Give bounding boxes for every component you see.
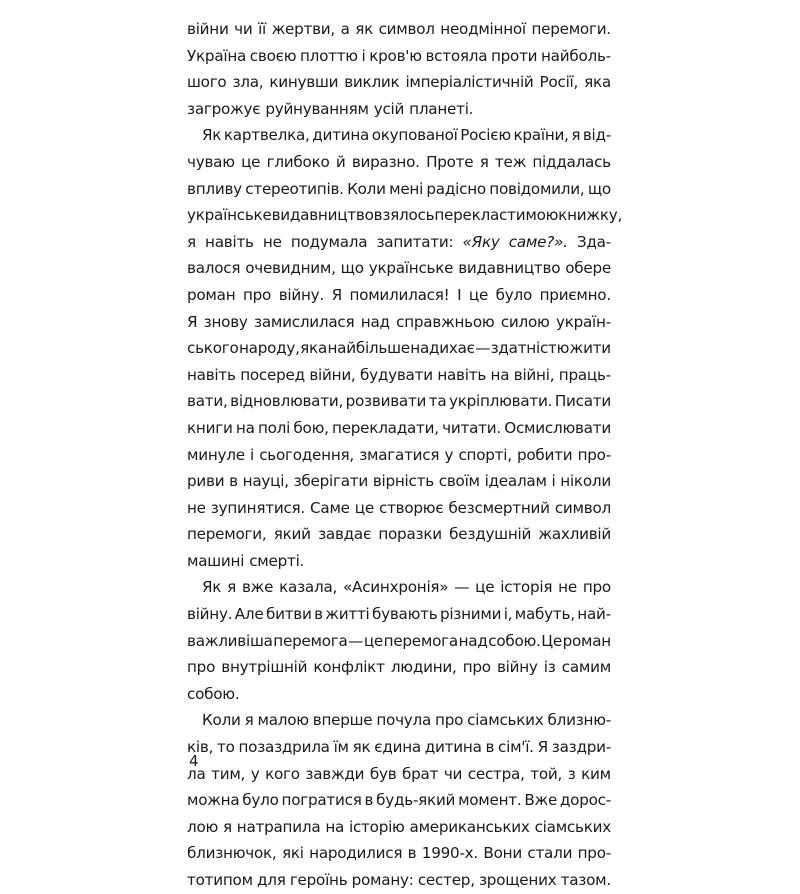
word: надихає	[410, 339, 475, 358]
word: стереотипів.	[245, 179, 344, 198]
text-line	[187, 442, 611, 469]
word: момент.	[458, 791, 522, 810]
word: народу,	[238, 339, 300, 358]
word: війни,	[309, 365, 356, 384]
word: казала,	[279, 578, 338, 597]
text-line	[187, 176, 611, 203]
word: валося	[187, 259, 241, 278]
word: із	[543, 658, 556, 677]
word: робити	[517, 445, 573, 464]
word: здатністю	[490, 339, 570, 358]
word: і,	[503, 605, 513, 624]
text-line	[187, 282, 611, 309]
word: Росії,	[539, 73, 579, 92]
word: дитина	[424, 738, 482, 757]
word: конфлікт	[313, 658, 385, 677]
word: чуваю	[187, 152, 235, 171]
word: війни	[187, 20, 229, 38]
word: плоттю	[299, 46, 358, 65]
word: Україна	[187, 46, 247, 65]
page-number: 4	[189, 752, 199, 770]
word: їм	[333, 738, 349, 757]
word: полі	[257, 418, 291, 437]
word: кого	[265, 764, 300, 783]
word: війні,	[513, 365, 555, 384]
word: радісно	[426, 179, 486, 198]
word: планеті.	[409, 99, 474, 118]
word: перемога	[273, 631, 348, 650]
word: запитати:	[376, 232, 454, 251]
word: й	[335, 152, 346, 171]
word: Але	[234, 605, 264, 624]
word: лою	[187, 817, 219, 836]
word: у	[250, 764, 260, 783]
text-line	[187, 707, 611, 734]
word: людини,	[390, 658, 457, 677]
word: будувати	[360, 365, 433, 384]
word: встояла	[425, 46, 488, 65]
word: завжди	[305, 764, 365, 783]
body-text	[187, 16, 623, 894]
word: собою.	[187, 684, 240, 703]
word: на	[490, 365, 510, 384]
word: я	[479, 152, 489, 171]
word: знову	[203, 312, 248, 331]
word: навіть	[187, 365, 236, 384]
word: сьогодення,	[259, 445, 354, 464]
text-line	[187, 495, 611, 522]
word: над	[360, 312, 390, 331]
word: —	[348, 631, 364, 650]
word: картвелка,	[223, 126, 310, 145]
word: Це	[541, 631, 562, 650]
word: українське	[187, 206, 272, 225]
word: сестра,	[467, 764, 525, 783]
word: машині	[187, 551, 245, 570]
word: змагатися	[359, 445, 440, 464]
word: з	[567, 764, 576, 783]
word: в	[485, 738, 495, 757]
text-line	[187, 362, 611, 389]
word: імперіалістичній	[405, 73, 534, 92]
word: в	[407, 844, 417, 863]
text-line	[187, 149, 611, 176]
word: у	[444, 445, 454, 464]
word: перекладати,	[332, 418, 439, 437]
word: малою	[257, 711, 309, 730]
word: що	[340, 259, 364, 278]
word: про	[462, 658, 491, 677]
word: від-	[582, 126, 611, 145]
text-line	[187, 521, 611, 548]
word: мою	[525, 206, 559, 225]
word: українське	[368, 259, 454, 278]
word: символ	[554, 498, 611, 517]
word: Росією	[460, 126, 511, 145]
word: бездушній	[449, 525, 532, 544]
word: Писати	[554, 392, 611, 411]
text-line	[187, 16, 611, 43]
word: відновлювати,	[230, 392, 344, 411]
word: піддалась	[532, 152, 611, 171]
text-line	[187, 309, 611, 336]
word: перекласти	[434, 206, 526, 225]
word: тим,	[211, 764, 246, 783]
word: чи	[443, 764, 463, 783]
word: і	[551, 472, 556, 491]
text-line	[187, 574, 611, 601]
word: як	[352, 738, 371, 757]
word: поразки	[378, 525, 442, 544]
word: Вже	[524, 791, 558, 810]
word: ків,	[187, 738, 214, 757]
text-line	[187, 761, 611, 788]
word: посеред	[240, 365, 305, 384]
word: це	[354, 498, 374, 517]
word: яка	[300, 339, 328, 358]
word: ського	[187, 339, 239, 358]
word: я	[222, 817, 232, 836]
text-line	[187, 681, 611, 708]
word: справжньою	[396, 312, 495, 331]
word: проти	[490, 46, 538, 65]
word: вірність	[372, 472, 434, 491]
word: книги	[187, 418, 233, 437]
word: символ	[378, 20, 435, 38]
word: в	[314, 605, 323, 624]
word: роман	[562, 631, 611, 650]
word: бою,	[293, 418, 329, 437]
word: яка	[584, 73, 611, 92]
text-line	[187, 654, 611, 681]
text-line	[187, 202, 623, 229]
word: я	[244, 711, 254, 730]
word: і	[250, 445, 254, 464]
word: своїм	[438, 472, 480, 491]
word: її	[258, 20, 267, 38]
word: Вони	[483, 844, 522, 863]
word: близнючок,	[187, 844, 277, 863]
word: це	[475, 578, 495, 597]
word: створює	[378, 498, 444, 517]
text-line	[187, 734, 611, 761]
word: україн-	[555, 312, 611, 331]
word: про-	[577, 445, 611, 464]
word: шого	[187, 73, 227, 92]
word: —	[475, 339, 491, 358]
word: читати.	[442, 418, 501, 437]
word: приємно.	[539, 285, 611, 304]
word: зрощених	[478, 871, 557, 889]
word: перемога	[383, 631, 458, 650]
word: а	[340, 20, 350, 38]
word: війну.	[278, 285, 324, 304]
word: який	[273, 525, 311, 544]
word: заздри-	[551, 738, 611, 757]
word: «Асинхронія»	[343, 578, 449, 597]
word: що	[587, 179, 611, 198]
word: історію	[348, 817, 405, 836]
word: вже	[241, 578, 274, 597]
text-line	[187, 69, 611, 96]
word: брат	[402, 764, 439, 783]
word: Саме	[310, 498, 350, 517]
text-line	[187, 229, 611, 256]
text-line	[187, 787, 611, 814]
word: минуле	[187, 445, 245, 464]
word: Як	[202, 126, 222, 145]
word: тотипом	[187, 871, 253, 889]
word: помилилася!	[349, 285, 450, 304]
text-line	[187, 415, 611, 442]
word: історія	[500, 578, 553, 597]
word: було	[495, 285, 533, 304]
word: подумала	[290, 232, 368, 251]
word: героїнь	[289, 871, 348, 889]
word: жахливій	[538, 525, 611, 544]
word: очевидним,	[245, 259, 336, 278]
word: на	[325, 817, 345, 836]
word: не	[558, 578, 577, 597]
word: не	[187, 498, 206, 517]
word: Коли	[347, 179, 386, 198]
word: зберігати	[293, 472, 368, 491]
word: це	[363, 631, 383, 650]
word: для	[257, 871, 286, 889]
word: своєю	[249, 46, 297, 65]
word: бувають	[372, 605, 438, 624]
word: то	[217, 738, 235, 757]
word: саме?».	[508, 232, 568, 251]
word: я	[227, 578, 237, 597]
word: спорті,	[458, 445, 512, 464]
word: я	[571, 126, 581, 145]
word: близню-	[547, 711, 611, 730]
word: різними	[439, 605, 502, 624]
word: вати,	[187, 392, 228, 411]
word: собою.	[488, 631, 541, 650]
word: руйнуванням	[265, 99, 369, 118]
word: Осмислювати	[504, 418, 611, 437]
word: риви	[187, 472, 225, 491]
word: —	[454, 578, 470, 597]
word: чи	[234, 20, 253, 38]
word: на	[235, 418, 255, 437]
word: країни,	[513, 126, 569, 145]
word: був	[369, 764, 397, 783]
word: взялось	[373, 206, 435, 225]
word: зупинятися.	[210, 498, 306, 517]
word: окупованої	[371, 126, 458, 145]
word: видавництво	[458, 259, 561, 278]
word: Як	[202, 578, 222, 597]
word: той,	[530, 764, 563, 783]
word: стали	[527, 844, 573, 863]
word: Коли	[202, 711, 241, 730]
word: самим	[561, 658, 611, 677]
word: які	[281, 844, 304, 863]
word: найбільше	[327, 339, 410, 358]
word: замислилася	[254, 312, 355, 331]
text-line	[187, 122, 611, 149]
word: про	[242, 285, 272, 304]
word: це	[241, 152, 261, 171]
word: про	[435, 711, 464, 730]
word: науці,	[242, 472, 289, 491]
word: виклик	[344, 73, 400, 92]
word: Я	[331, 285, 342, 304]
text-line	[187, 548, 611, 575]
text-line	[187, 388, 611, 415]
word: Проте	[426, 152, 474, 171]
word: народилися	[309, 844, 403, 863]
text-line	[187, 468, 611, 495]
word: важливіша	[187, 631, 273, 650]
text-line	[187, 335, 611, 362]
word: розвивати	[345, 392, 427, 411]
word: загрожує	[187, 99, 261, 118]
word: навіть	[205, 232, 254, 251]
word: внутрішній	[221, 658, 308, 677]
word: це	[468, 285, 489, 304]
text-line	[187, 43, 611, 70]
word: не	[262, 232, 282, 251]
word: жертви,	[271, 20, 335, 38]
word: як	[355, 20, 373, 38]
word: І	[457, 285, 462, 304]
word: про-	[577, 844, 611, 863]
text-line	[187, 867, 611, 894]
word: теж	[494, 152, 527, 171]
word: найболь-	[541, 46, 611, 65]
word: сіамських	[467, 711, 544, 730]
word: почула	[376, 711, 432, 730]
word: було	[242, 791, 279, 810]
word: в	[229, 472, 238, 491]
word: мені	[389, 179, 424, 198]
word: книжку,	[558, 206, 623, 225]
word: та	[428, 392, 447, 411]
word: Я	[537, 738, 548, 757]
word: видавництво	[271, 206, 374, 225]
word: Я	[187, 312, 198, 331]
word: дитина	[312, 126, 370, 145]
word: натрапила	[236, 817, 321, 836]
word: смерті.	[249, 551, 305, 570]
word: виразно.	[351, 152, 420, 171]
word: кров'ю	[369, 46, 422, 65]
word: кинувши	[269, 73, 339, 92]
word: навіть	[437, 365, 487, 384]
word: зла,	[232, 73, 264, 92]
word: завдає	[318, 525, 372, 544]
word: битви	[265, 605, 312, 624]
text-line	[187, 628, 611, 655]
word: війну.	[187, 605, 233, 624]
text-line	[187, 601, 611, 628]
word: перемоги,	[187, 525, 267, 544]
word: праць-	[558, 365, 611, 384]
word: роману:	[351, 871, 414, 889]
word: впливу	[187, 179, 242, 198]
word: про	[187, 658, 216, 677]
word: неодмінної	[440, 20, 526, 38]
word: ла	[187, 764, 206, 783]
word: погратися	[281, 791, 362, 810]
word: вперше	[312, 711, 373, 730]
word: ким	[581, 764, 611, 783]
word: глибоко	[266, 152, 330, 171]
word: сім'ї.	[498, 738, 534, 757]
word: я	[187, 232, 196, 251]
word: сіамських	[534, 817, 611, 836]
word: силою	[500, 312, 550, 331]
text-line	[187, 96, 611, 123]
word: ніколи	[560, 472, 611, 491]
word: повідомили,	[489, 179, 585, 198]
word: перемоги.	[531, 20, 611, 38]
word: тазом.	[560, 871, 611, 889]
word: мабуть,	[514, 605, 575, 624]
word: роман	[187, 285, 236, 304]
word: ідеалам	[484, 472, 547, 491]
word: «Яку	[462, 232, 500, 251]
word: най-	[577, 605, 611, 624]
word: про	[582, 578, 611, 597]
word: безсмертний	[448, 498, 550, 517]
word: усій	[373, 99, 405, 118]
word: 1990-х.	[421, 844, 478, 863]
word: жити	[569, 339, 611, 358]
word: дорос-	[559, 791, 611, 810]
word: обере	[565, 259, 611, 278]
word: в	[364, 791, 374, 810]
word: житті	[325, 605, 370, 624]
word: американських	[409, 817, 530, 836]
word: над	[458, 631, 488, 650]
word: будь-який	[376, 791, 456, 810]
word: укріплювати.	[448, 392, 553, 411]
word: Зда-	[576, 232, 611, 251]
word: сестер,	[417, 871, 475, 889]
word: війну	[496, 658, 538, 677]
word: і	[361, 46, 366, 65]
word: єдина	[374, 738, 421, 757]
word: позаздрила	[238, 738, 330, 757]
text-line	[187, 840, 611, 867]
word: можна	[187, 791, 240, 810]
text-line	[187, 255, 611, 282]
text-line	[187, 814, 611, 841]
